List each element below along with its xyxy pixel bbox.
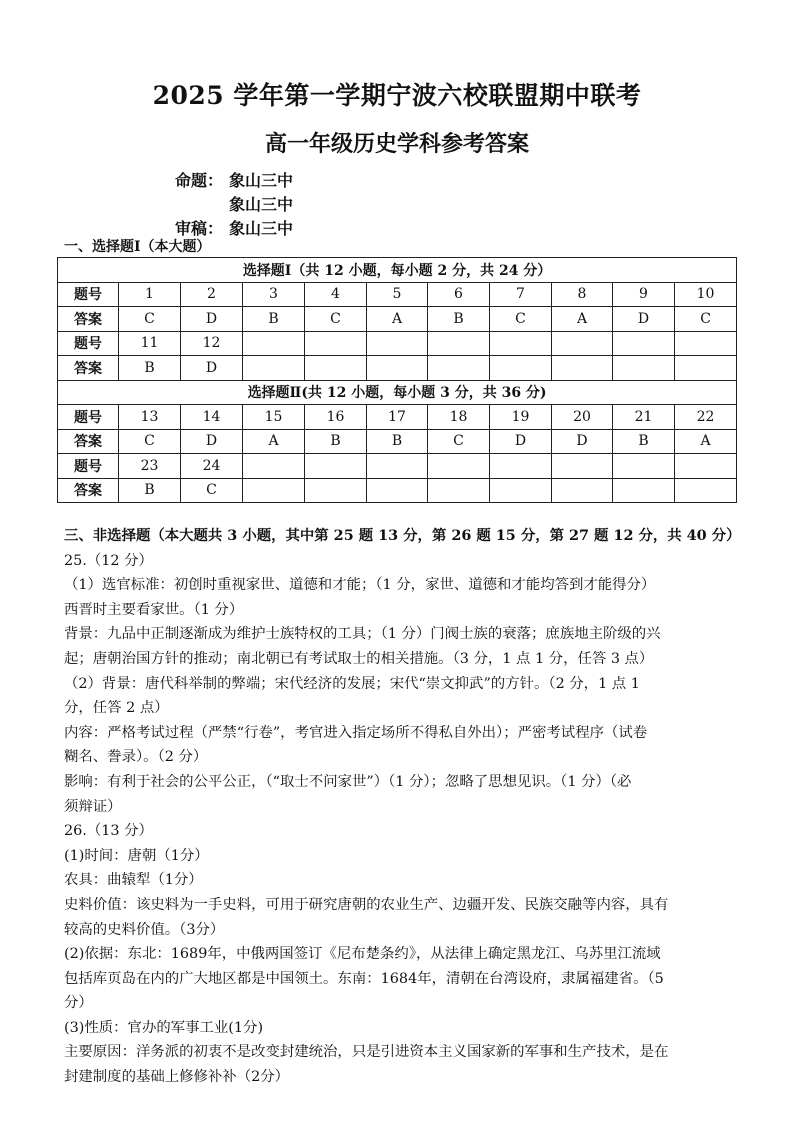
question-number-cell: 22 [675,405,737,430]
question-number-cell [490,454,552,479]
table-row [58,405,737,430]
q25-line: 起；唐朝治国方针的推动；南北朝已有考试取士的相关措施。（3 分，1 点 1 分，任答 3 点） [64,650,654,667]
row-label: 题号 [58,282,119,307]
question-number-cell [305,331,367,356]
table-header-part1 [58,258,737,283]
proposer-2: 象山三中 [229,195,294,214]
row-label: 答案 [58,356,119,381]
question-number-cell [243,454,305,479]
question-number-cell [552,454,613,479]
answer-cell: A [675,429,737,454]
question-number-cell [552,331,613,356]
question-number-cell: 12 [181,331,243,356]
row-label: 题号 [58,454,119,479]
question-number-cell: 17 [367,405,428,430]
answer-cell: B [243,307,305,332]
answer-cell [552,478,613,503]
question-number-cell: 19 [490,405,552,430]
table-row [58,331,737,356]
question-number-cell: 21 [613,405,675,430]
answer-cell: A [243,429,305,454]
answer-cell [428,478,490,503]
question-number-cell [428,331,490,356]
row-label: 答案 [58,307,119,332]
answer-cell: C [675,307,737,332]
question-number-cell: 3 [243,282,305,307]
q26-line: 较高的史料价值。（3分） [64,921,225,938]
answer-cell: B [119,478,181,503]
answer-cell [613,356,675,381]
q26-line: 主要原因：洋务派的初衷不是改变封建统治，只是引进资本主义国家新的军事和生产技术，是在 [64,1044,669,1061]
proposer-1: 象山三中 [229,171,294,190]
row-label: 题号 [58,405,119,430]
table-row [58,282,737,307]
answer-cell [552,356,613,381]
question-number-cell: 16 [305,405,367,430]
section1-title: 一、选择题Ⅰ（本大题） [64,239,211,255]
table-row [58,429,737,454]
answer-cell [305,478,367,503]
question-number-cell: 9 [613,282,675,307]
question-number-cell: 1 [119,282,181,307]
answer-cell [367,478,428,503]
question-number-cell [613,331,675,356]
table-header-part2 [58,380,737,405]
question-number-cell: 24 [181,454,243,479]
q25-line: （2）背景：唐代科举制的弊端；宋代经济的发展；宋代“崇文抑武”的方针。（2 分，1 点 1 [64,675,640,692]
answer-table [57,257,737,503]
row-label: 答案 [58,478,119,503]
answer-cell: D [613,307,675,332]
answer-cell: D [181,307,243,332]
row-label: 答案 [58,429,119,454]
question-number-cell: 8 [552,282,613,307]
question-number-cell: 6 [428,282,490,307]
answer-cell: D [490,429,552,454]
question-number-cell [675,331,737,356]
question-number-cell [490,331,552,356]
q26-line: 包括库页岛在内的广大地区都是中国领土。东南：1684年，清朝在台湾设府，隶属福建省。（5 [64,970,664,987]
question-number-cell: 15 [243,405,305,430]
answer-cell: D [552,429,613,454]
answer-cell: C [305,307,367,332]
question-number-cell: 20 [552,405,613,430]
answer-cell: D [181,356,243,381]
question-number-cell [428,454,490,479]
table-row [58,478,737,503]
q25-head: 25.（12 分） [64,552,153,569]
question-number-cell [367,331,428,356]
answer-cell [675,356,737,381]
q26-line: 农具：曲辕犁（1分） [64,872,203,889]
q26-line: 分） [64,995,93,1012]
q25-line: （1）选官标准：初创时重视家世、道德和才能；（1 分，家世、道德和才能均答到才能得分） [64,577,656,594]
question-number-cell [243,331,305,356]
answer-cell [613,478,675,503]
table-row [58,454,737,479]
question-number-cell: 5 [367,282,428,307]
question-number-cell [305,454,367,479]
answer-cell: D [181,429,243,454]
q26-line: 史料价值：该史料为一手史料，可用于研究唐朝的农业生产、边疆开发、民族交融等内容，具有 [64,896,669,913]
part2-header: 选择题Ⅱ(共 12 小题，每小题 3 分，共 36 分) [58,380,737,405]
answer-cell [490,478,552,503]
question-number-cell: 18 [428,405,490,430]
answer-cell: C [490,307,552,332]
q26-line: 封建制度的基础上修修补补（2分） [64,1069,290,1086]
table-row [58,307,737,332]
answer-cell: B [305,429,367,454]
answer-cell: C [119,429,181,454]
question-number-cell: 10 [675,282,737,307]
q25-line: 影响：有利于社会的公平公正，（“取士不问家世”）（1 分）；忽略了思想见识。（1 分）（必 [64,773,632,790]
q25-line: 背景：九品中正制逐渐成为维护士族特权的工具；（1 分）门阀士族的衰落；庶族地主阶级的兴 [64,626,661,643]
answer-cell [243,356,305,381]
answer-cell: B [367,429,428,454]
q26-line: (3)性质：官办的军事工业(1分) [64,1019,264,1036]
q25-line: 内容：严格考试过程（严禁“行卷”，考官进入指定场所不得私自外出）；严密考试程序（试卷 [64,724,648,741]
reviewer: 象山三中 [229,219,294,238]
answer-cell [490,356,552,381]
question-number-cell: 14 [181,405,243,430]
q26-line: (1)时间：唐朝（1分） [64,847,209,864]
section3-title: 三、非选择题（本大题共 3 小题，其中第 25 题 13 分，第 26 题 15 分，第 27 题 12 分，共 40 分） [64,527,741,544]
question-number-cell: 11 [119,331,181,356]
q26-head: 26.（13 分） [64,823,153,840]
table-row [58,356,737,381]
page-title: 2025 学年第一学期宁波六校联盟期中联考 [152,81,642,110]
answer-body [64,524,741,1090]
proposer-label: 命题： [175,171,224,190]
answer-cell [428,356,490,381]
answer-cell [305,356,367,381]
question-number-cell [613,454,675,479]
question-number-cell [367,454,428,479]
answer-cell: C [428,429,490,454]
question-number-cell: 7 [490,282,552,307]
q25-line: 须辩证） [64,798,122,815]
question-number-cell: 4 [305,282,367,307]
answer-cell: C [181,478,243,503]
q25-line: 糊名、誊录）。（2 分） [64,749,208,766]
q26-line: (2)依据：东北：1689年，中俄两国签订《尼布楚条约》，从法律上确定黑龙江、乌苏里江流域 [64,946,661,963]
answer-cell: C [119,307,181,332]
part1-header: 选择题Ⅰ（共 12 小题，每小题 2 分，共 24 分） [58,258,737,283]
row-label: 题号 [58,331,119,356]
q25-line: 分，任答 2 点） [64,700,169,717]
answer-cell: B [428,307,490,332]
reviewer-label: 审稿： [175,219,224,238]
question-number-cell: 13 [119,405,181,430]
question-number-cell: 23 [119,454,181,479]
page-subtitle: 高一年级历史学科参考答案 [264,131,529,157]
answer-cell [243,478,305,503]
q25-line: 西晋时主要看家世。（1 分） [64,601,244,618]
answer-cell [675,478,737,503]
answer-cell: A [367,307,428,332]
answer-cell: A [552,307,613,332]
answer-cell: B [613,429,675,454]
question-number-cell: 2 [181,282,243,307]
answer-cell [367,356,428,381]
question-number-cell [675,454,737,479]
answer-cell: B [119,356,181,381]
